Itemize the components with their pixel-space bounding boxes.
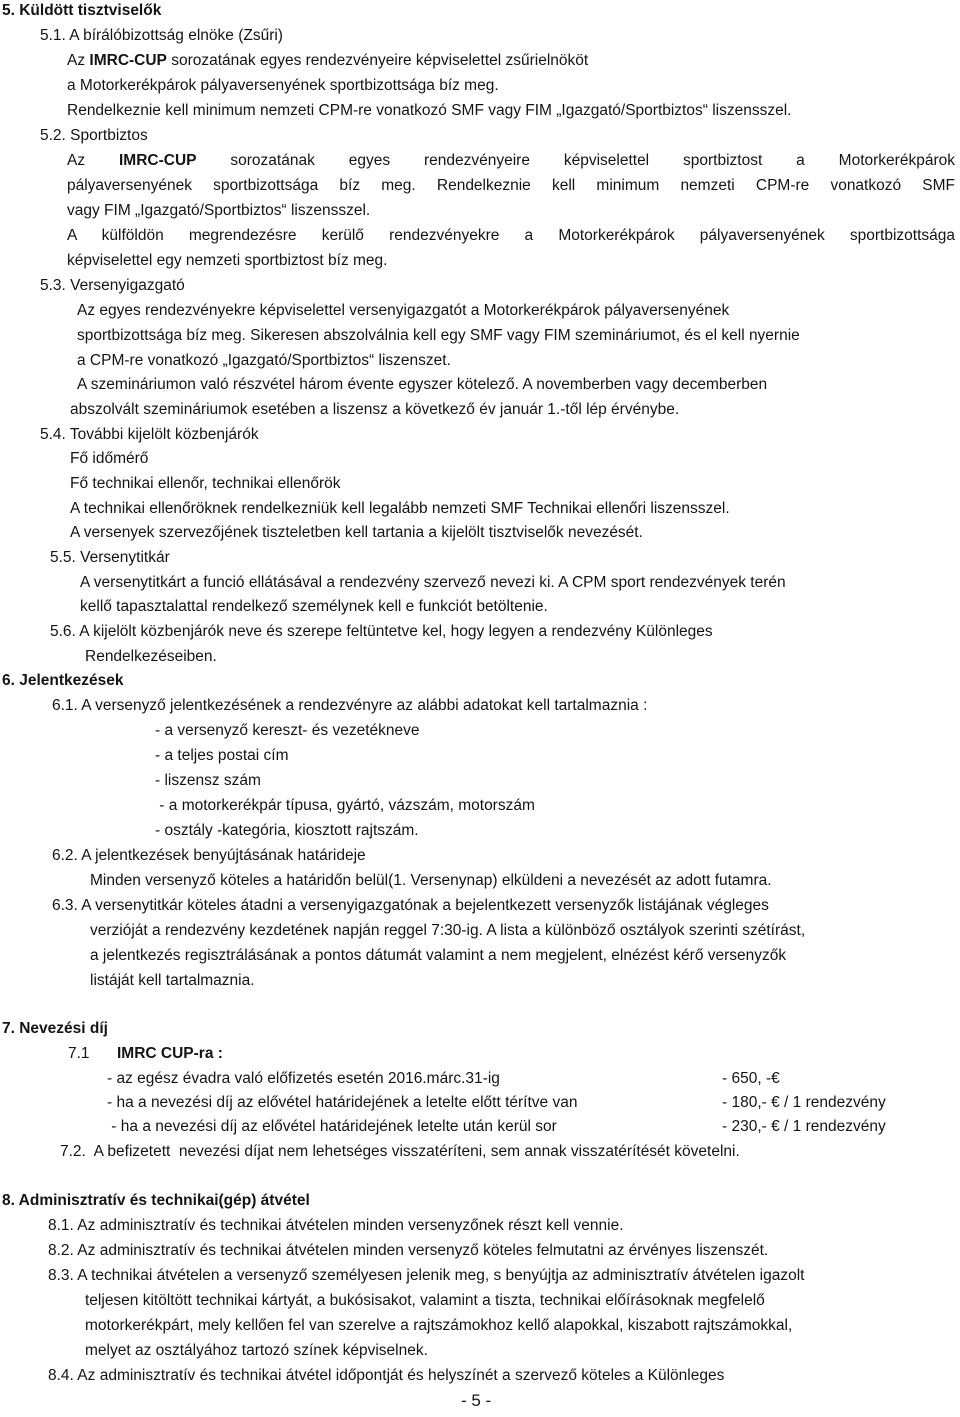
s54-line-4: A versenyek szervezőjének tiszteletben kell tartania a kijelölt tisztviselők nevezését. — [70, 524, 643, 541]
s81-line: 8.1. Az adminisztratív és technikai átvételen minden versenyzőnek részt kell vennie. — [48, 1217, 624, 1234]
s51-line-1: Az IMRC-CUP sorozatának egyes rendezvényeire képviselettel zsűrielnököt — [67, 52, 589, 69]
s53-line-1: Az egyes rendezvényekre képviselettel versenyigazgatót a Motorkerékpárok pályaversenyének — [77, 302, 730, 319]
s51-line-2: a Motorkerékpárok pályaversenyének sportbizottsága bíz meg. — [67, 77, 499, 94]
s82-line: 8.2. Az adminisztratív és technikai átvételen minden versenyző köteles felmutatni az érvényes liszenszét. — [48, 1242, 769, 1259]
s62-title: 6.2. A jelentkezések benyújtásának határideje — [52, 847, 366, 864]
page-number: - 5 - — [461, 1391, 492, 1410]
s52-line-1: Az IMRC-CUP sorozatának egyes rendezvényeire képviselettel sportbiztost a Motorkerékpárok — [67, 152, 955, 169]
s52-title: 5.2. Sportbiztos — [40, 127, 148, 144]
s56-line-2: Rendelkezéseiben. — [85, 648, 217, 665]
s63-line-1: 6.3. A versenytitkár köteles átadni a versenyigazgatónak a bejelentkezett versenyzők listájának végleges — [52, 897, 769, 914]
s52-line-4: A külföldön megrendezésre kerülő rendezvényekre a Motorkerékpárok pályaversenyének sportbizottsága — [67, 227, 955, 244]
s52-line-2: pályaversenyének sportbizottsága bíz meg. Rendelkeznie kell minimum nemzeti CPM-re vonatkozó SMF — [67, 177, 955, 194]
s54-line-1: Fő időmérő — [70, 450, 149, 467]
s55-title: 5.5. Versenytitkár — [50, 549, 170, 566]
s53-line-2: sportbizottsága bíz meg. Sikeresen abszolválnia kell egy SMF vagy FIM szemináriumot, és el kell nyernie — [77, 327, 800, 344]
s54-line-2: Fő technikai ellenőr, technikai ellenőrök — [70, 475, 341, 492]
s63-line-2: verzióját a rendezvény kezdetének napján reggel 7:30-ig. A lista a különböző osztályok szerinti szétírást, — [90, 922, 806, 939]
s62-line-1: Minden versenyző köteles a határidőn belül(1. Versenynap) elküldeni a nevezését az adott futamra. — [90, 872, 772, 889]
s55-line-2: kellő tapasztalattal rendelkező személynek kell e funkciót betöltenie. — [80, 598, 548, 615]
s56-line-1: 5.6. A kijelölt közbenjárók neve és szerepe feltüntetve kel, hogy legyen a rendezvény Különleges — [50, 623, 713, 640]
s71-number: 7.1 — [68, 1045, 90, 1062]
s51-line-3: Rendelkeznie kell minimum nemzeti CPM-re vonatkozó SMF vagy FIM „Igazgató/Sportbiztos“ liszensszel. — [67, 102, 792, 119]
s83-line-4: melyet az osztályához tartozó színek képviselnek. — [85, 1342, 428, 1359]
s83-line-1: 8.3. A technikai átvételen a versenyző személyesen jelenik meg, s benyújtja az adminisztratív átvételen igazolt — [48, 1267, 805, 1284]
s61-item: - a motorkerékpár típusa, gyártó, vázszám, motorszám — [155, 797, 535, 814]
s83-line-3: motorkerékpárt, mely kellően fel van szerelve a rajtszámokhoz kellő alapokkal, kiszabott rajtszámokkal, — [85, 1317, 793, 1334]
s53-line-3: a CPM-re vonatkozó „Igazgató/Sportbiztos“ liszenszet. — [77, 352, 451, 369]
section-6-heading: 6. Jelentkezések — [2, 672, 124, 689]
fee-label: - ha a nevezési díj az elővétel határidejének a letelte előtt térítve van — [107, 1094, 578, 1111]
fee-amount: - 650, -€ — [722, 1070, 780, 1087]
fee-label: - ha a nevezési díj az elővétel határidejének letelte után kerül sor — [107, 1118, 557, 1135]
s52-line-5: képviselettel egy nemzeti sportbiztost bíz meg. — [67, 252, 388, 269]
s52-line-3: vagy FIM „Igazgató/Sportbiztos“ liszensszel. — [67, 202, 371, 219]
fee-label: - az egész évadra való előfizetés esetén 2016.márc.31-ig — [107, 1070, 500, 1087]
section-7-heading: 7. Nevezési díj — [2, 1020, 108, 1037]
s84-line: 8.4. Az adminisztratív és technikai átvétel időpontját és helyszínét a szervező köteles a Különleges — [48, 1367, 725, 1384]
s55-line-1: A versenytitkárt a funció ellátásával a rendezvény szervező nevezi ki. A CPM sport rendezvények terén — [80, 574, 786, 591]
s61-item: - a teljes postai cím — [155, 747, 289, 764]
s51-title: 5.1. A bírálóbizottság elnöke (Zsűri) — [40, 27, 283, 44]
s61-line-1: 6.1. A versenyző jelentkezésének a rendezvényre az alábbi adatokat kell tartalmaznia : — [52, 697, 648, 714]
s71-title: IMRC CUP-ra : — [117, 1045, 223, 1062]
s54-line-3: A technikai ellenőröknek rendelkezniük kell legalább nemzeti SMF Technikai ellenőri liszensszel. — [70, 500, 730, 517]
s61-item: - a versenyző kereszt- és vezetékneve — [155, 722, 420, 739]
s63-line-4: listáját kell tartalmaznia. — [90, 972, 255, 989]
s53-line-4: A szemináriumon való részvétel három évente egyszer kötelező. A novemberben vagy decemberben — [77, 376, 768, 393]
section-8-heading: 8. Adminisztratív és technikai(gép) átvétel — [2, 1192, 310, 1209]
s61-item: - osztály -kategória, kiosztott rajtszám. — [155, 822, 419, 839]
section-5-heading: 5. Küldött tisztviselők — [2, 2, 162, 19]
s53-title: 5.3. Versenyigazgató — [40, 277, 185, 294]
s53-line-5: abszolvált szemináriumok esetében a liszensz a következő év január 1.-től lép érvénybe. — [70, 401, 680, 418]
s61-item: - liszensz szám — [155, 772, 261, 789]
fee-amount: - 180,- € / 1 rendezvény — [722, 1094, 886, 1111]
s72-line: 7.2. A befizetett nevezési díjat nem lehetséges visszatéríteni, sem annak visszatérítését követelni. — [60, 1143, 740, 1160]
s63-line-3: a jelentkezés regisztrálásának a pontos dátumát valamint a nem megjelent, elnézést kérő versenyzők — [90, 947, 787, 964]
s54-title: 5.4. További kijelölt közbenjárók — [40, 426, 259, 443]
s83-line-2: teljesen kitöltött technikai kártyát, a bukósisakot, valamint a tiszta, technikai előírásoknak megfelelő — [85, 1292, 765, 1309]
fee-amount: - 230,- € / 1 rendezvény — [722, 1118, 886, 1135]
